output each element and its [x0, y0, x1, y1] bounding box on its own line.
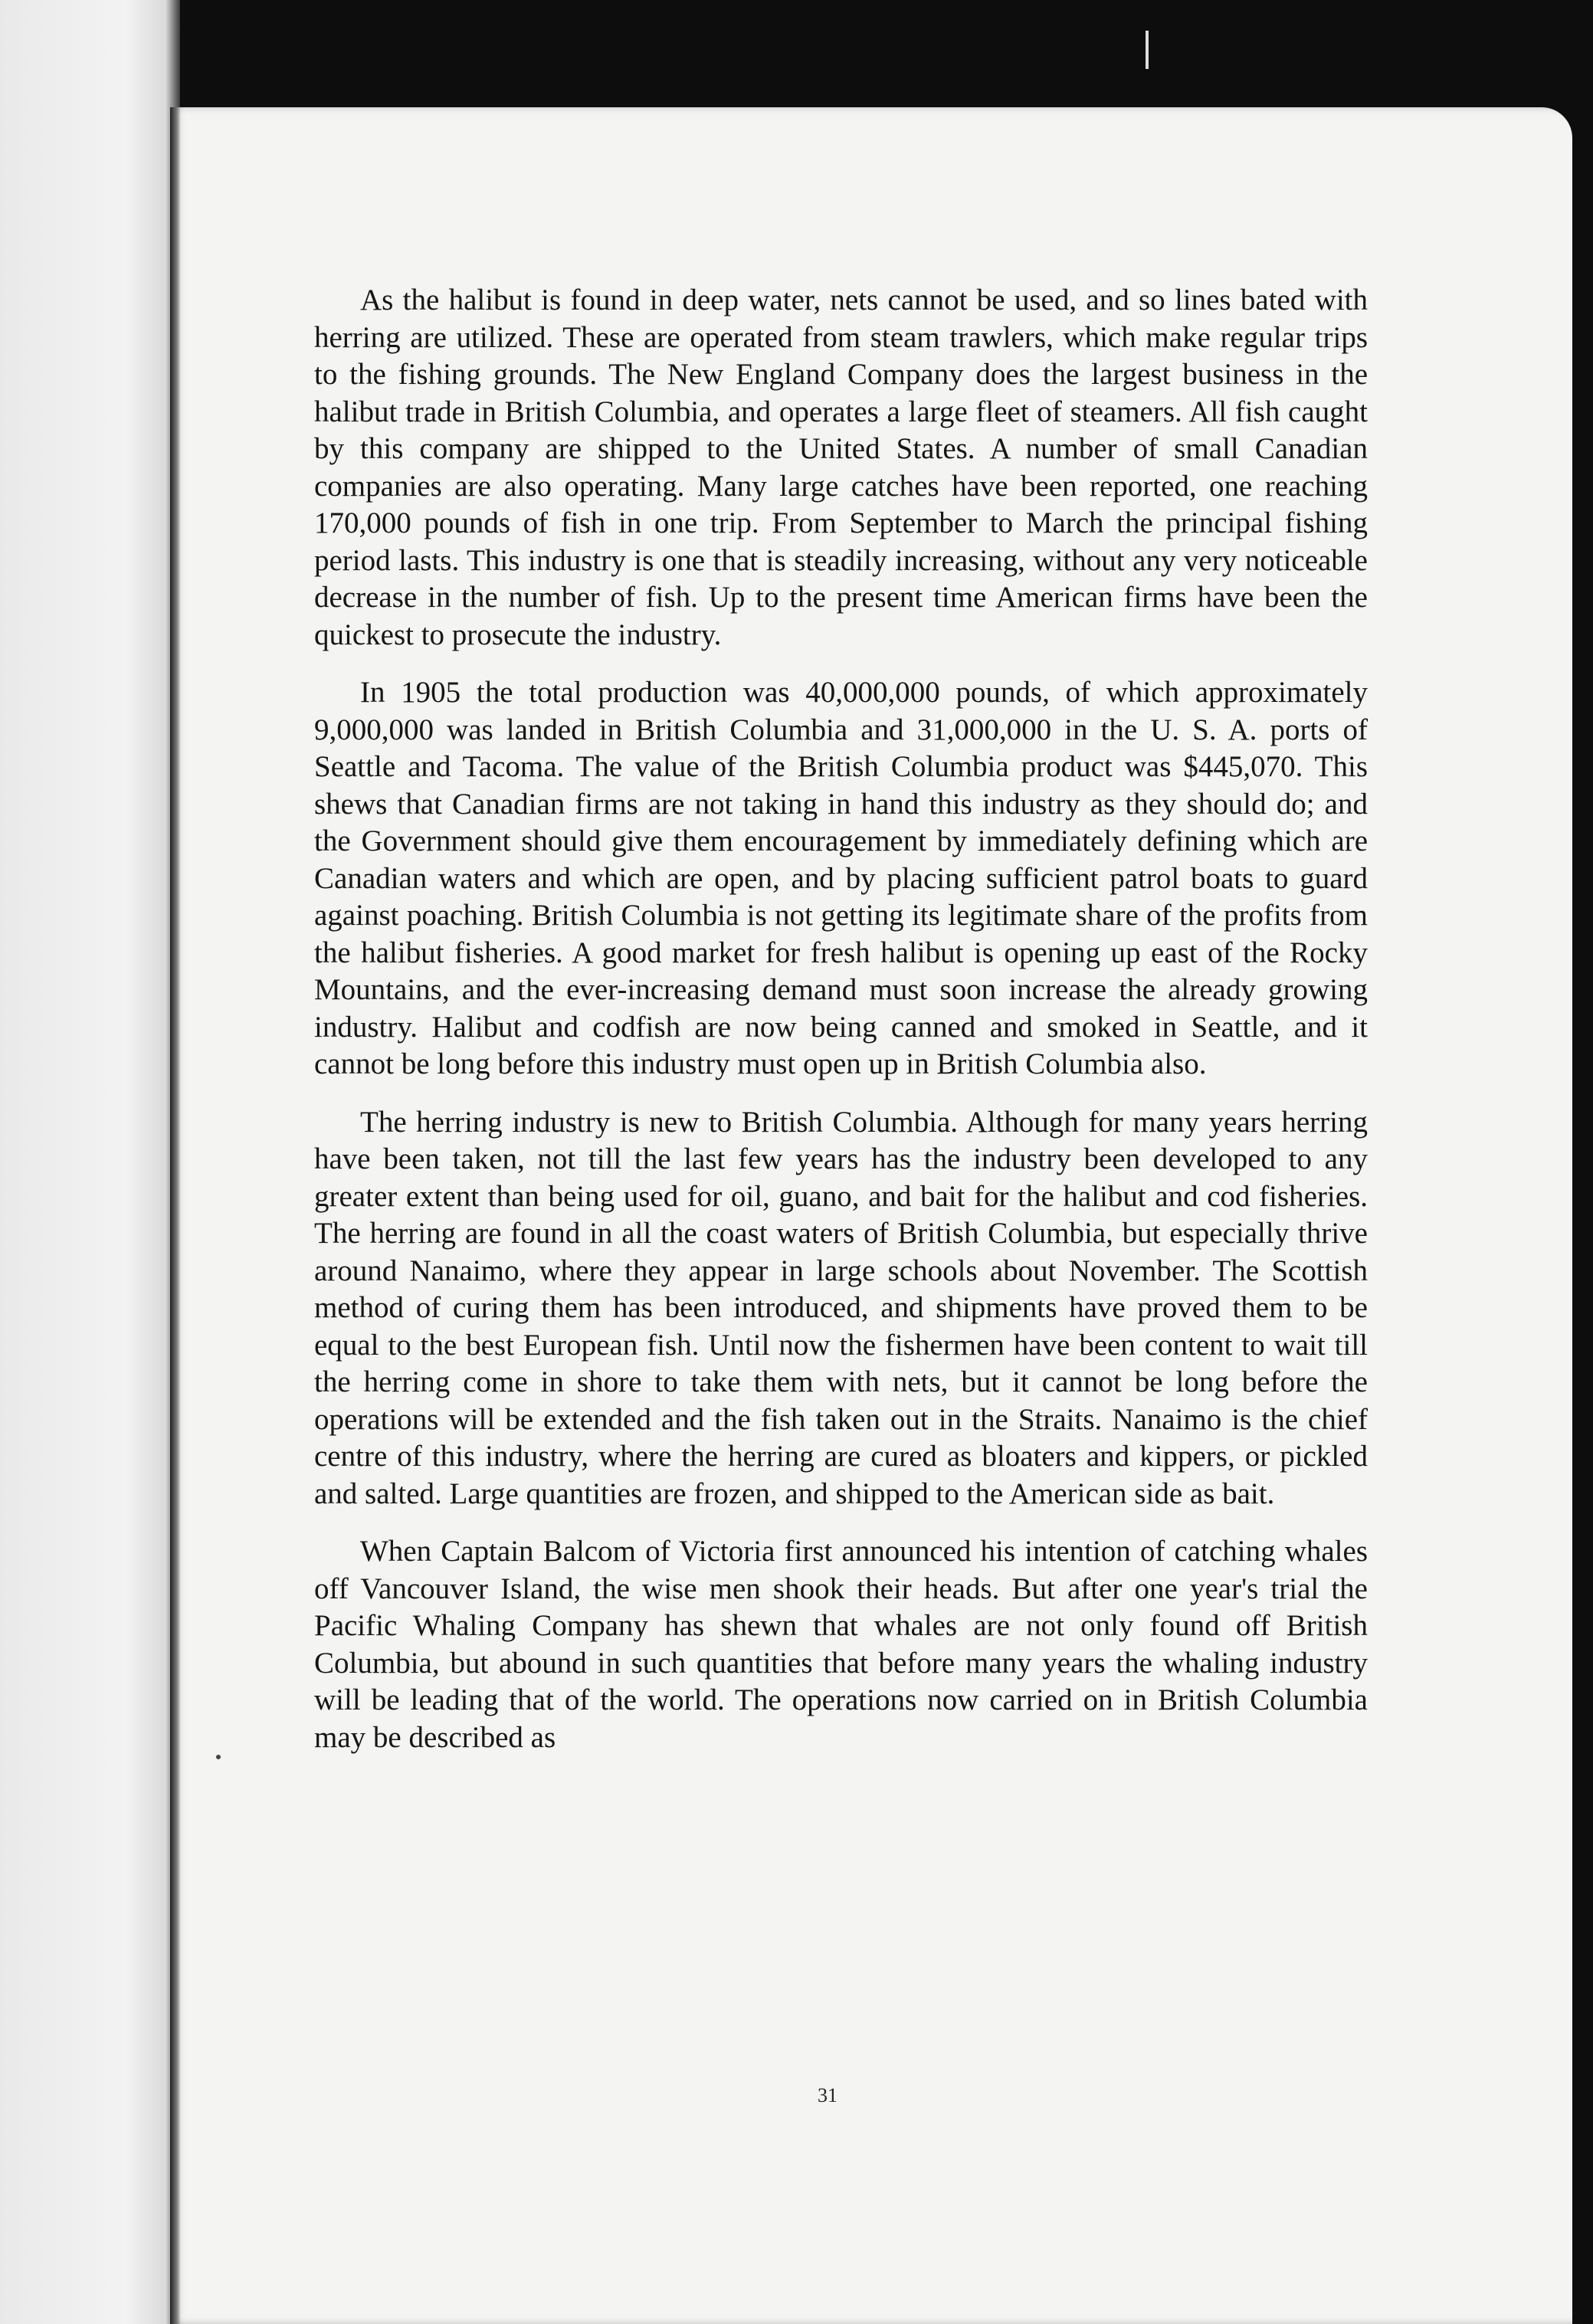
paragraph-halibut: As the halibut is found in deep water, nets cannot be used, and so lines bated with herring are utilized. These are operated from steam trawlers, which make regular trips to the fishing grounds. The New England Company does the largest business in the halibut trade in British Columbia, and operates a large fleet of steamers. All fish caught by this company are shipped to the United States. A number of small Canadian companies are also operating. Many large catches have been reported, one reaching 170,000 pounds of fish in one trip. From September to March the principal fishing period lasts. This industry is one that is steadily increasing, without any very noticeable decrease in the number of fish. Up to the present time American firms have been the quickest to prosecute the industry. — [314, 284, 1368, 651]
body-text — [314, 282, 1368, 1777]
page-number: 31 — [818, 2084, 837, 2106]
paragraph-production: In 1905 the total production was 40,000,000 pounds, of which approximately 9,000,000 was landed in British Columbia and 31,000,000 in the U. S. A. ports of Seattle and Tacoma. The value of the British Columbia product was $445,070. This shews that Canadian firms are not taking in hand this industry as they should do; and the Government should give them encouragement by immediately defining which are Canadian waters and which are open, and by placing sufficient patrol boats to guard against poaching. British Columbia is not getting its legitimate share of the profits from the halibut fisheries. A good market for fresh halibut is opening up east of the Rocky Mountains, and the ever-increasing demand must soon increase the already growing industry. Halibut and codfish are now being canned and smoked in Seattle, and it cannot be long before this industry must open up in British Columbia also. — [314, 676, 1368, 1080]
paragraph-herring: The herring industry is new to British Columbia. Although for many years herring have been taken, not till the last few years has the industry been developed to any greater extent than being used for oil, guano, and bait for the halibut and cod fisheries. The herring are found in all the coast waters of British Columbia, but especially thrive around Nanaimo, where they appear in large schools about November. The Scottish method of curing them has been introduced, and shipments have proved them to be equal to the best European fish. Until now the fishermen have been content to wait till the herring come in shore to take them with nets, but it cannot be long before the operations will be extended and the fish taken out in the Straits. Nanaimo is the chief centre of this industry, where the herring are cured as bloaters and kippers, or pickled and salted. Large quantities are frozen, and shipped to the American side as bait. — [314, 1105, 1368, 1510]
paragraph-whaling: When Captain Balcom of Victoria first announced his intention of catching whales off Vancouver Island, the wise men shook their heads. But after one year's trial the Pacific Whaling Company has shewn that whales are not only found off British Columbia, but abound in such quantities that before many years the whaling industry will be leading that of the world. The operations now carried on in British Columbia may be described as — [314, 1535, 1368, 1754]
margin-speck — [216, 1755, 221, 1759]
page-binding-shadow — [170, 107, 181, 2324]
scan-mark — [1146, 31, 1149, 69]
facing-page-edge — [0, 0, 180, 2324]
